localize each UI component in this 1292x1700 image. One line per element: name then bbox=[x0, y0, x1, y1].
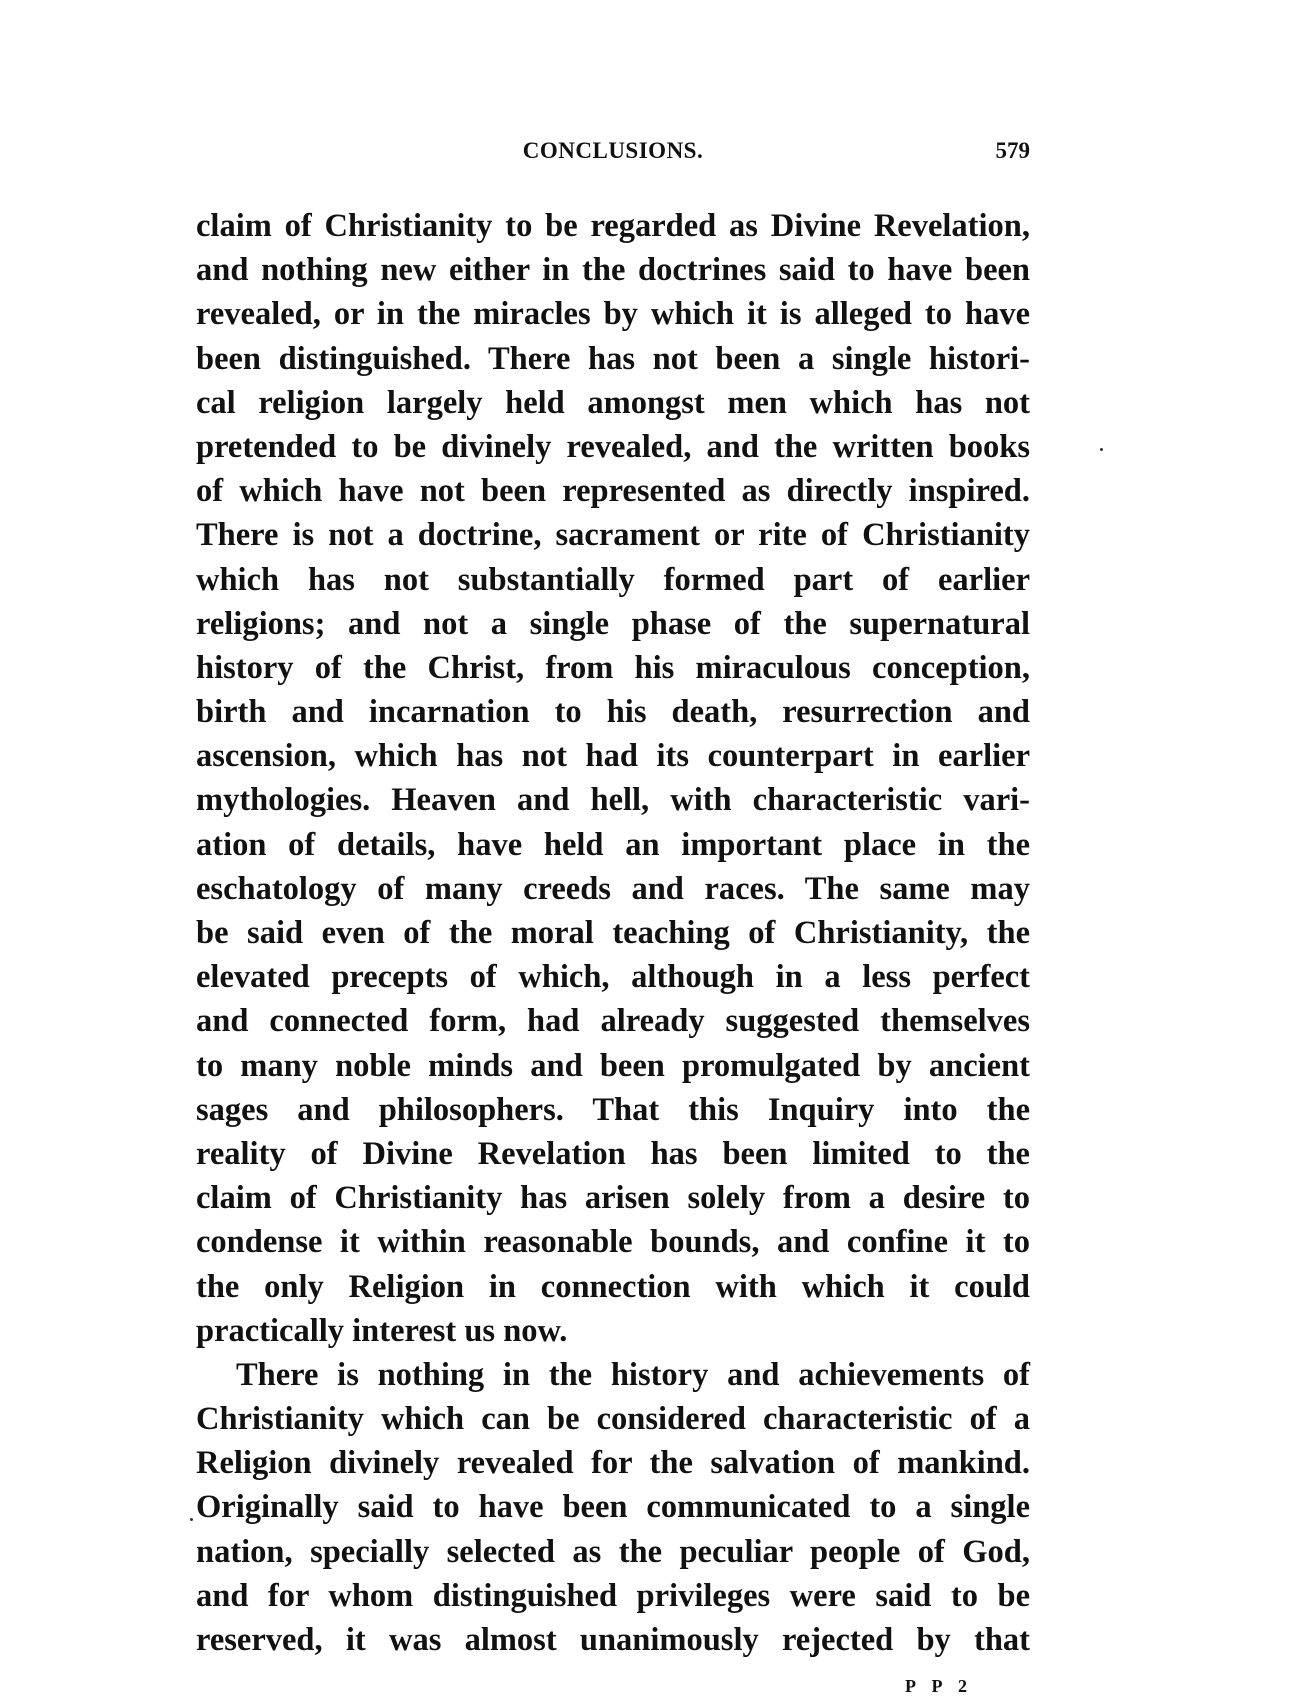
text-line: elevated precepts of which, although in a less perfect bbox=[196, 959, 1030, 996]
text-line: Originally said to have been communicated to a single bbox=[196, 1489, 1030, 1526]
text-line: religions; and not a single phase of the supernatural bbox=[196, 605, 1030, 642]
text-line: of which have not been represented as directly inspired. bbox=[196, 473, 1030, 510]
text-line: which has not substantially formed part of earlier bbox=[196, 561, 1030, 598]
text-line: Religion divinely revealed for the salvation of mankind. bbox=[196, 1445, 1030, 1482]
text-line: sages and philosophers. That this Inquiry into the bbox=[196, 1091, 1030, 1128]
text-line: cal religion largely held amongst men which has not bbox=[196, 384, 1030, 421]
page-number: 579 bbox=[995, 138, 1030, 163]
text-line: Christianity which can be considered characteristic of a bbox=[196, 1401, 1030, 1438]
text-line: birth and incarnation to his death, resurrection and bbox=[196, 694, 1030, 731]
body-text bbox=[196, 204, 1030, 1662]
running-head bbox=[196, 138, 1030, 172]
scan-speck bbox=[190, 1518, 193, 1521]
text-line: and connected form, had already suggested themselves bbox=[196, 1003, 1030, 1040]
text-line: ation of details, have held an important place in the bbox=[196, 826, 1030, 863]
text-line: claim of Christianity has arisen solely from a desire to bbox=[196, 1180, 1030, 1217]
text-line: and nothing new either in the doctrines said to have been bbox=[196, 252, 1030, 289]
text-line: reserved, it was almost unanimously rejected by that bbox=[196, 1622, 1030, 1658]
signature-mark: P P 2 bbox=[905, 1676, 974, 1696]
text-line: to many noble minds and been promulgated by ancient bbox=[196, 1047, 1030, 1084]
text-line: ascension, which has not had its counterpart in earlier bbox=[196, 738, 1030, 775]
scan-speck bbox=[1100, 448, 1103, 451]
text-line: be said even of the moral teaching of Christianity, the bbox=[196, 915, 1030, 951]
text-line: nation, specially selected as the peculiar people of God, bbox=[196, 1533, 1030, 1570]
running-head-title: CONCLUSIONS. bbox=[522, 138, 704, 163]
text-line: been distinguished. There has not been a single histori- bbox=[196, 340, 1030, 377]
text-line: revealed, or in the miracles by which it is alleged to have bbox=[196, 296, 1030, 333]
text-line: history of the Christ, from his miraculous conception, bbox=[196, 649, 1030, 686]
text-line: the only Religion in connection with which it could bbox=[196, 1268, 1030, 1305]
text-line: There is not a doctrine, sacrament or rite of Christianity bbox=[196, 517, 1030, 554]
text-line: practically interest us now. bbox=[196, 1312, 568, 1349]
text-line: condense it within reasonable bounds, and confine it to bbox=[196, 1224, 1030, 1261]
text-line: eschatology of many creeds and races. The same may bbox=[196, 870, 1030, 907]
text-line: There is nothing in the history and achievements of bbox=[236, 1356, 1030, 1393]
text-line: reality of Divine Revelation has been limited to the bbox=[196, 1135, 1030, 1172]
text-line: claim of Christianity to be regarded as Divine Revelation, bbox=[196, 208, 1030, 244]
text-line: mythologies. Heaven and hell, with characteristic vari- bbox=[196, 782, 1030, 819]
text-line: and for whom distinguished privileges were said to be bbox=[196, 1577, 1030, 1614]
text-line: pretended to be divinely revealed, and the written books bbox=[196, 428, 1030, 465]
